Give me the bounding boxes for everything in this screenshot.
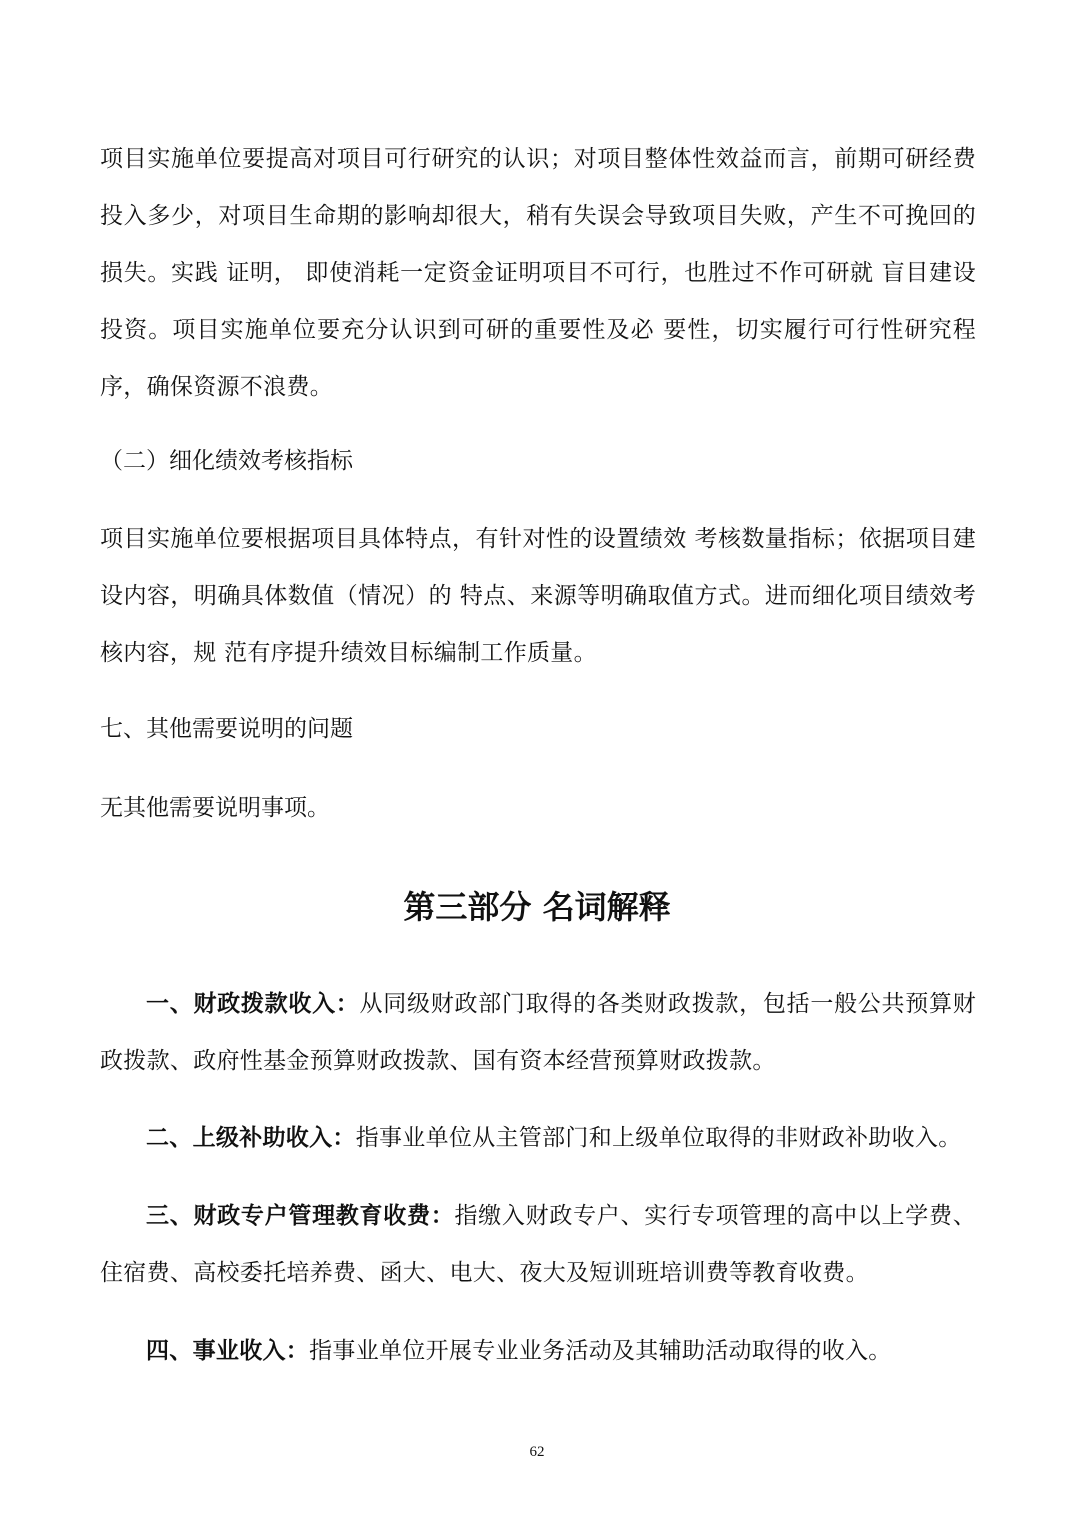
- subheading-refine-indicators: （二）细化绩效考核指标: [100, 448, 353, 474]
- term-text: 指事业单位开展专业业务活动及其辅助活动取得的收入。: [309, 1338, 892, 1364]
- part-title: 第三部分 名词解释: [403, 888, 671, 926]
- term-definition-3: [100, 1187, 976, 1302]
- term-label: 三、财政专户管理教育收费：: [146, 1202, 455, 1229]
- term-text: 指缴入财政专户、实行专项管理的高中以上学费、住宿费、高校委托培养费、函大、电大、夜大及短训班培训费等教育收费。: [100, 1203, 976, 1286]
- term-definition-4: [100, 1322, 976, 1380]
- term-definition-2: [100, 1109, 976, 1167]
- term-text: 指事业单位从主管部门和上级单位取得的非财政补助收入。: [355, 1125, 962, 1151]
- term-label: 一、财政拨款收入：: [146, 990, 360, 1017]
- heading-other-issues: 七、其他需要说明的问题: [100, 716, 353, 742]
- indicators-paragraph: 项目实施单位要根据项目具体特点，有针对性的设置绩效 考核数量指标；依据项目建设内容，明确具体数值（情况）的 特点、来源等明确取值方式。进而细化项目绩效考核内容，规 范有序提升绩效目标编制工作质量。: [100, 526, 976, 666]
- other-issues-text: 无其他需要说明事项。: [100, 795, 330, 821]
- term-definition-1: [100, 975, 976, 1090]
- term-label: 四、事业收入：: [146, 1337, 310, 1364]
- term-label: 二、上级补助收入：: [146, 1124, 356, 1151]
- feasibility-paragraph: 项目实施单位要提高对项目可行研究的认识；对项目整体性效益而言，前期可研经费投入多少，对项目生命期的影响却很大，稍有失误会导致项目失败，产生不可挽回的损失。实践 证明， 即使消耗一定资金证明项目不可行，也胜过不作可研就 盲目建设投资。项目实施单位要充分认识到可研的重要性及必 要性，切实履行可行性研究程序，确保资源不浪费。: [100, 146, 976, 400]
- page-number: 62: [529, 1444, 545, 1460]
- term-text: 从同级财政部门取得的各类财政拨款，包括一般公共预算财政拨款、政府性基金预算财政拨款、国有资本经营预算财政拨款。: [100, 991, 976, 1074]
